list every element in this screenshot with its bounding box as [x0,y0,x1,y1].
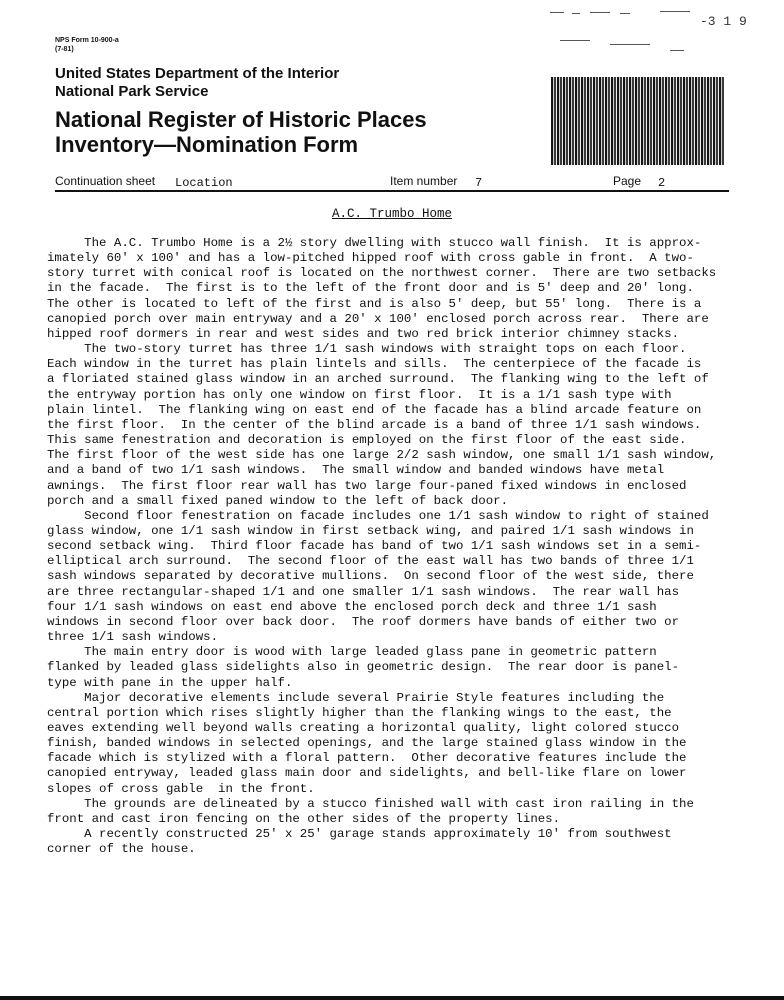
body-text-line: front and cast iron fencing on the other sides of the property lines. [47,811,561,826]
body-text-line: the entryway portion has only one window on first floor. It is a 1/1 sash type with [47,387,672,402]
form-identifier [55,36,119,54]
body-text-line: four 1/1 sash windows on east end above the enclosed porch deck and three 1/1 sash [47,599,657,614]
document-body [47,236,737,857]
page-number: 2 [658,176,666,190]
item-number-label: Item number [390,174,458,188]
body-text-line: eaves extending well beyond walls creating a horizontal quality, light colored stucco [47,721,680,735]
page-label: Page [613,174,642,188]
document-heading: A.C. Trumbo Home [331,207,453,221]
continuation-sheet-label: Continuation sheet [55,174,156,188]
item-number-value: 7 [475,176,483,190]
body-text-line: a floriated stained glass window in an arched surround. The flanking wing to the left of [47,372,709,387]
continuation-sheet-value: Location [175,176,233,190]
form-title [55,107,427,157]
agency-block [55,65,339,101]
body-text-line: The A.C. Trumbo Home is a 2½ story dwelling with stucco wall finish. It is approx- [47,236,702,250]
body-text-line: porch and a small fixed paned window to the left of back door. [47,493,509,508]
body-text-line: facade which is stylized with a floral pattern. Other decorative features include the [47,751,687,766]
body-text-line: windows in second floor over back door. The roof dormers have bands of either two or [47,614,680,629]
body-text-line: elliptical arch surround. The second floor of the east wall has two bands of three 1/1 [47,554,694,569]
body-text-line: glass window, one 1/1 sash window in first setback wing, and paired 1/1 sash windows in [47,523,694,538]
body-text-line: A recently constructed 25' x 25' garage stands approximately 10' from southwest [47,827,672,842]
body-text-line: plain lintel. The flanking wing on east end of the facade has a blind arcade feature on [47,402,702,417]
for-nps-use-only-stamp [551,77,724,165]
continuation-sheet-row [55,172,729,190]
body-text-line: This same fenestration and decoration is employed on the first floor of the east side. [47,433,687,448]
body-text-line: The two-story turret has three 1/1 sash windows with straight tops on each floor. [47,342,687,357]
body-text-line: The other is located to left of the first and is also 5' deep, but 55' long. There is a [47,296,702,311]
body-text-line: the first floor. In the center of the blind arcade is a band of three 1/1 sash windows. [47,417,702,432]
body-text-line: The main entry door is wood with large leaded glass pane in geometric pattern [47,645,657,660]
body-text-line: canopied entryway, leaded glass main door and sidelights, and bell-like flare on lower [47,766,687,781]
department-name: United States Department of the Interior [55,65,340,82]
body-text-line: are three rectangular-shaped 1/1 and one smaller 1/1 sash windows. The rear wall has [47,584,680,599]
body-text-line: The grounds are delineated by a stucco finished wall with cast iron railing in the [47,796,694,811]
body-text-line: central portion which rises slightly higher than the flanking wings to the east, the [47,705,672,720]
form-date: (7-81) [55,46,74,53]
header-rule [55,190,729,192]
body-text-line: canopied porch over main entryway and a 20' x 100' enclosed porch across rear. There are [47,311,709,326]
body-text-line: The first floor of the west side has one large 2/2 sash window, one small 1/1 sash window, [47,448,717,463]
body-text-line: Major decorative elements include several Prairie Style features including the [47,690,665,705]
body-text-line: imately 60' x 100' and has a low-pitched hipped roof with cross gable in front. A two- [47,251,694,266]
body-text-line: Each window in the turret has plain lintels and sills. The centerpiece of the facade is [47,357,702,372]
body-text-line: Second floor fenestration on facade includes one 1/1 sash window to right of stained [47,508,709,523]
form-title-line-1: National Register of Historic Places [55,107,427,132]
body-text-line: awnings. The first floor rear wall has two large four-paned fixed windows in enclosed [47,478,687,493]
body-text-line: story turret with conical roof is located on the northwest corner. There are two setbacks [47,266,717,281]
body-text-line: finish, banded windows in selected openings, and the large stained glass window in the [47,736,687,751]
body-text-line: type with pane in the upper half. [47,675,293,690]
bottom-border [0,996,784,1000]
body-text-line: flanked by leaded glass sidelights also in geometric design. The rear door is panel- [47,660,680,675]
service-name: National Park Service [55,83,209,100]
body-text-line: and a band of two 1/1 sash windows. The small window and banded windows have metal [47,463,665,478]
form-number: NPS Form 10-900-a [55,37,119,44]
form-title-line-2: Inventory—Nomination Form [55,132,359,157]
body-text-line: in the facade. The first is to the left of the front door and is 5' deep and 20' long. [47,281,694,296]
body-text-line: sash windows separated by decorative mullions. On second floor of the west side, there [47,569,694,584]
body-text-line: three 1/1 sash windows. [47,630,219,645]
body-text-line: hipped roof dormers in rear and west sides and two red brick interior chimney stacks. [47,326,680,341]
corner-number: -3 1 9 [700,14,747,29]
body-text-line: second setback wing. Third floor facade has band of two 1/1 sash windows set in a semi- [47,539,702,554]
body-text-line: corner of the house. [47,842,196,857]
body-text-line: slopes of cross gable in the front. [47,781,315,796]
